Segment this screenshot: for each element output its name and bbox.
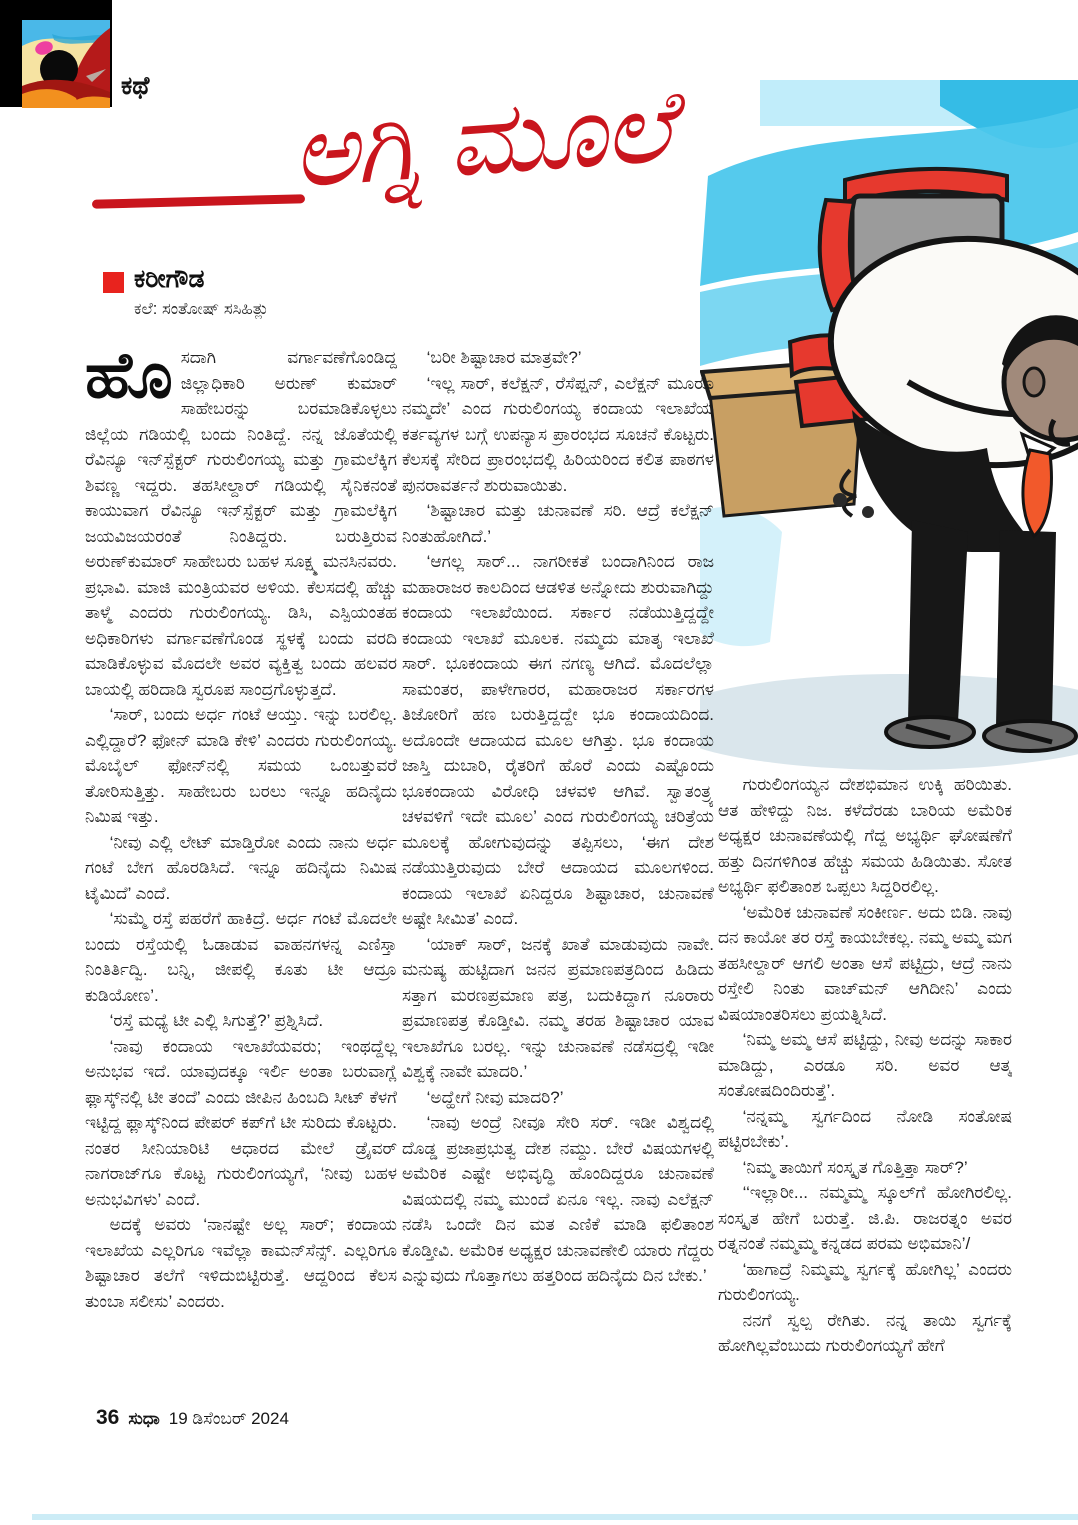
bottom-edge-strip: [32, 1514, 1078, 1520]
section-label: ಕಥೆ: [121, 72, 150, 100]
story-paragraph: ‘ನಿಮ್ಮ ಅಮ್ಮ ಆಸೆ ಪಟ್ಟಿದ್ದು, ನೀವು ಅದನ್ನು ಸಾಕಾರ ಮಾಡಿದ್ದು, ಎರಡೂ ಸರಿ. ಅವರ ಆತ್ಮ ಸಂತೋಷದಿಂದಿರುತ್ತೆ’.: [718, 1030, 1012, 1100]
story-paragraph: ‘ಶಿಷ್ಟಾಚಾರ ಮತ್ತು ಚುನಾವಣೆ ಸರಿ. ಆದ್ರೆ ಕಲೆಕ್ಷನ್ ನಿಂತುಹೋಗಿದೆ.’: [402, 501, 714, 546]
story-paragraph: ಗುರುಲಿಂಗಯ್ಯನ ದೇಶಭಿಮಾನ ಉಕ್ಕಿ ಹರಿಯಿತು. ಆತ ಹೇಳಿದ್ದು ನಿಜ. ಕಳೆದೆರಡು ಬಾರಿಯ ಅಮೆರಿಕ ಅಧ್ಯಕ್ಷರ ಚುನಾವಣೆಯಲ್ಲಿ ಗೆದ್ದ ಅಭ್ಯರ್ಥಿ ಘೋಷಣೆಗೆ ಹತ್ತು ದಿನಗಳಿಗಿಂತ ಹೆಚ್ಚು ಸಮಯ ಹಿಡಿಯಿತು. ಸೋತ ಅಭ್ಯರ್ಥಿ ಫಲಿತಾಂಶ ಒಪ್ಪಲು ಸಿದ್ದರಿರಲಿಲ್ಲ.: [718, 775, 1012, 896]
story-paragraph: ‘ಸಾರ್, ಬಂದು ಅರ್ಧ ಗಂಟೆ ಆಯ್ತು. ಇನ್ನು ಬರಲಿಲ್ಲ. ಎಲ್ಲಿದ್ದಾರೆ? ಫೋನ್ ಮಾಡಿ ಕೇಳಿ’ ಎಂದರು ಗುರುಲಿಂಗಯ್ಯ. ಮೊಬೈಲ್ ಫೋನ್‌ನಲ್ಲಿ ಸಮಯ ಒಂಬತ್ತುವರೆ ತೋರಿಸುತ್ತಿತ್ತು. ಸಾಹೇಬರು ಬರಲು ಇನ್ನೂ ಹದಿನೈದು ನಿಮಿಷ ಇತ್ತು.: [85, 705, 397, 826]
story-title: ಅಗ್ನಿ ಮೂಲೆ: [288, 70, 675, 209]
issue-date: 19 ಡಿಸೆಂಬರ್ 2024: [168, 1409, 289, 1428]
story-paragraph: ‘ಸುಮ್ಮೆ ರಸ್ತೆ ಪಹರೆಗೆ ಹಾಕಿದ್ರೆ. ಅರ್ಧ ಗಂಟೆ ಮೊದಲೇ ಬಂದು ರಸ್ತೆಯಲ್ಲಿ ಓಡಾಡುವ ವಾಹನಗಳನ್ನ ಎಣಿಸ್ತಾ ನಿಂತಿರ್ತಿದ್ವಿ. ಬನ್ನಿ, ಜೀಪಲ್ಲಿ ಕೂತು ಟೀ ಆದ್ರೂ ಕುಡಿಯೋಣ’.: [85, 909, 397, 1005]
story-paragraph: ನನಗೆ ಸ್ವಲ್ಪ ರೇಗಿತು. ನನ್ನ ತಾಯಿ ಸ್ವರ್ಗಕ್ಕೆ ಹೋಗಿಲ್ಲವೆಂಬುದು ಗುರುಲಿಂಗಯ್ಯಗೆ ಹೇಗೆ: [718, 1310, 1012, 1355]
story-paragraph: ‘ನಾವು ಕಂದಾಯ ಇಲಾಖೆಯವರು; ಇಂಥದ್ದೆಲ್ಲ ಅನುಭವ ಇದೆ. ಯಾವುದಕ್ಕೂ ಇರ್ಲಿ ಅಂತಾ ಬರುವಾಗ್ಲೆ ಫ್ಲಾಸ್ಕ್‌ನಲ್ಲಿ ಟೀ ತಂದೆ’ ಎಂದು ಜೀಪಿನ ಹಿಂಬದಿ ಸೀಟ್ ಕೆಳಗೆ ಇಟ್ಟಿದ್ದ ಫ್ಲಾಸ್ಕ್‌ನಿಂದ ಪೇಪರ್ ಕಪ್‌ಗೆ ಟೀ ಸುರಿದು ಕೊಟ್ಟರು. ನಂತರ ಸೀನಿಯಾರಿಟಿ ಆಧಾರದ ಮೇಲೆ ಡ್ರೈವರ್ ನಾಗರಾಜ್‌ಗೂ ಕೊಟ್ಟ ಗುರುಲಿಂಗಯ್ಯಗೆ, ‘ನೀವು ಬಹಳ ಅನುಭವಿಗಳು’ ಎಂದೆ.: [85, 1036, 397, 1209]
title-swash: [92, 194, 305, 209]
text-column-3: [718, 772, 1012, 1400]
dropcap: ಹೊ: [85, 345, 173, 411]
text-column-2: [402, 345, 714, 1397]
page-number: 36: [96, 1406, 120, 1429]
story-paragraph: ‘‘ಇಲ್ಲಾರೀ... ನಮ್ಮಮ್ಮ ಸ್ಕೂಲ್‌ಗೆ ಹೋಗಿರಲಿಲ್ಲ. ಸಂಸ್ಕೃತ ಹೇಗೆ ಬರುತ್ತೆ. ಜಿ.ಪಿ. ರಾಜರತ್ನಂ ಅವರ ರತ್ನನಂತೆ ನಮ್ಮಮ್ಮ ಕನ್ನಡದ ಪರಮ ಅಭಿಮಾನಿ’/: [718, 1183, 1012, 1253]
story-paragraph: ‘ಬರೀ ಶಿಷ್ಟಾಚಾರ ಮಾತ್ರವೇ?’: [426, 348, 582, 367]
page-footer: [96, 1406, 289, 1430]
paragraph-text: ಸದಾಗಿ ವರ್ಗಾವಣೆಗೊಂಡಿದ್ದ ಜಿಲ್ಲಾಧಿಕಾರಿ ಅರುಣ್ ಕುಮಾರ್ ಸಾಹೇಬರನ್ನು ಬರಮಾಡಿಕೊಳ್ಳಲು ಜಿಲ್ಲೆಯ ಗಡಿಯಲ್ಲಿ ಬಂದು ನಿಂತಿದ್ದೆ. ನನ್ನ ಜೊತೆಯಲ್ಲಿ ರೆವಿನ್ಯೂ ಇನ್‌ಸ್ಪೆಕ್ಟರ್ ಗುರುಲಿಂಗಯ್ಯ ಮತ್ತು ಗ್ರಾಮಲೆಕ್ಕಿಗ ಶಿವಣ್ಣ ಇದ್ದರು. ತಹಸೀಲ್ದಾರ್ ಗಡಿಯಲ್ಲಿ ಸೈನಿಕನಂತೆ ಕಾಯುವಾಗ ರೆವಿನ್ಯೂ ಇನ್‌ಸ್ಪೆಕ್ಟರ್ ಮತ್ತು ಗ್ರಾಮಲೆಕ್ಕಿಗ ಜಯವಿಜಯರಂತೆ ನಿಂತಿದ್ದರು. ಬರುತ್ತಿರುವ ಅರುಣ್‌ಕುಮಾರ್ ಸಾಹೇಬರು ಬಹಳ ಸೂಕ್ಷ್ಮ ಮನಸಿನವರು. ಪ್ರಭಾವಿ. ಮಾಜಿ ಮಂತ್ರಿಯವರ ಅಳಿಯ. ಕೆಲಸದಲ್ಲಿ ಹೆಚ್ಚು ತಾಳ್ಮೆ ಎಂದರು ಗುರುಲಿಂಗಯ್ಯ. ಡಿಸಿ, ಎಸ್ಪಿಯಂತಹ ಅಧಿಕಾರಿಗಳು ವರ್ಗಾವಣೆಗೊಂಡ ಸ್ಥಳಕ್ಕೆ ಬಂದು ವರದಿ ಮಾಡಿಕೊಳ್ಳುವ ಮೊದಲೇ ಅವರ ವ್ಯಕ್ತಿತ್ವ ಬಂದು ಹಲವರ ಬಾಯಲ್ಲಿ ಹರಿದಾಡಿ ಸ್ವರೂಪ ಸಾಂದ್ರಗೊಳ್ಳುತ್ತದೆ.: [85, 348, 397, 699]
text-column-1: [85, 345, 397, 1397]
story-paragraph: ‘ಆಗಲ್ಲ ಸಾರ್... ನಾಗರೀಕತೆ ಬಂದಾಗಿನಿಂದ ರಾಜ ಮಹಾರಾಜರ ಕಾಲದಿಂದ ಆಡಳಿತ ಅನ್ನೋದು ಶುರುವಾಗಿದ್ದು ಕಂದಾಯ ಇಲಾಖೆಯಿಂದ. ಸರ್ಕಾರ ನಡೆಯುತ್ತಿದ್ದದ್ದೇ ಕಂದಾಯ ಇಲಾಖೆ ಮೂಲಕ. ನಮ್ಮದು ಮಾತೃ ಇಲಾಖೆ ಸಾರ್. ಭೂಕಂದಾಯ ಈಗ ನಗಣ್ಯ ಆಗಿದೆ. ಮೊದಲೆಲ್ಲಾ ಸಾಮಂತರ, ಪಾಳೇಗಾರರ, ಮಹಾರಾಜರ ಸರ್ಕಾರಗಳ ತಿಜೋರಿಗೆ ಹಣ ಬರುತ್ತಿದ್ದದ್ದೇ ಭೂ ಕಂದಾಯದಿಂದ. ಅದೊಂದೇ ಆದಾಯದ ಮೂಲ ಆಗಿತ್ತು. ಭೂ ಕಂದಾಯ ಜಾಸ್ತಿ ದುಬಾರಿ, ರೈತರಿಗೆ ಹೊರೆ ಎಂದು ಎಷ್ಟೊಂದು ಭೂಕಂದಾಯ ವಿರೋಧಿ ಚಳವಳಿ ಆಗಿವೆ. ಸ್ವಾತಂತ್ರ್ಯ ಚಳವಳಿಗೆ ಇದೇ ಮೂಲ’ ಎಂದ ಗುರುಲಿಂಗಯ್ಯ ಚರಿತ್ರೆಯ ಮೂಲಕ್ಕೆ ಹೋಗುವುದನ್ನು ತಪ್ಪಿಸಲು, ‘ಈಗ ದೇಶ ನಡೆಯುತ್ತಿರುವುದು ಬೇರೆ ಆದಾಯದ ಮೂಲಗಳಿಂದ. ಕಂದಾಯ ಇಲಾಖೆ ಏನಿದ್ದರೂ ಶಿಷ್ಟಾಚಾರ, ಚುನಾವಣೆ ಅಷ್ಟೇ ಸೀಮಿತ’ ಎಂದೆ.: [402, 552, 714, 928]
story-paragraph: ‘ನೀವು ಎಲ್ಲಿ ಲೇಟ್ ಮಾಡ್ತಿರೋ ಎಂದು ನಾನು ಅರ್ಧ ಗಂಟೆ ಬೇಗ ಹೊರಡಿಸಿದೆ. ಇನ್ನೂ ಹದಿನೈದು ನಿಮಿಷ ಟೈಮಿದೆ’ ಎಂದೆ.: [85, 832, 397, 903]
story-paragraph: ‘ನಿಮ್ಮ ತಾಯಿಗೆ ಸಂಸ್ಕೃತ ಗೊತ್ತಿತ್ತಾ ಸಾರ್?’: [742, 1157, 968, 1177]
author-name: ಕರೀಗೌಡ: [134, 265, 205, 293]
story-paragraph: ‘ಹಾಗಾದ್ರೆ ನಿಮ್ಮಮ್ಮ ಸ್ವರ್ಗಕ್ಕೆ ಹೋಗಿಲ್ಲ’ ಎಂದರು ಗುರುಲಿಂಗಯ್ಯ.: [718, 1259, 1012, 1304]
story-paragraph: ‘ರಸ್ತೆ ಮಧ್ಯೆ ಟೀ ಎಲ್ಲಿ ಸಿಗುತ್ತೆ?’ ಪ್ರಶ್ನಿಸಿದೆ.: [109, 1011, 324, 1030]
author-bullet: [103, 272, 124, 293]
story-paragraph: ‘ನನ್ನಮ್ಮ ಸ್ವರ್ಗದಿಂದ ನೋಡಿ ಸಂತೋಷ ಪಟ್ಟಿರಬೇಕು’.: [718, 1106, 1012, 1151]
art-credit: ಕಲೆ: ಸಂತೋಷ್ ಸಸಿಹಿತ್ಲು: [134, 300, 269, 318]
story-paragraph: ‘ಯಾಕ್ ಸಾರ್, ಜನಕ್ಕೆ ಖಾತೆ ಮಾಡುವುದು ನಾವೇ. ಮನುಷ್ಯ ಹುಟ್ಟಿದಾಗ ಜನನ ಪ್ರಮಾಣಪತ್ರದಿಂದ ಹಿಡಿದು ಸತ್ತಾಗ ಮರಣಪ್ರಮಾಣ ಪತ್ರ, ಬದುಕಿದ್ದಾಗ ನೂರಾರು ಪ್ರಮಾಣಪತ್ರ ಕೊಡ್ತೀವಿ. ನಮ್ಮ ತರಹ ಶಿಷ್ಟಾಚಾರ ಯಾವ ಇಲಾಖೆಗೂ ಬರಲ್ಲ. ಇನ್ನು ಚುನಾವಣೆ ನಡೆಸದ್ರಲ್ಲಿ ಇಡೀ ವಿಶ್ವಕ್ಕೆ ನಾವೇ ಮಾದರಿ.’: [402, 934, 714, 1081]
story-paragraph: ‘ಅಮೆರಿಕ ಚುನಾವಣೆ ಸಂಕೀರ್ಣ. ಅದು ಬಿಡಿ. ನಾವು ದನ ಕಾಯೋ ತರ ರಸ್ತೆ ಕಾಯಬೇಕಲ್ಲ. ನಮ್ಮ ಅಮ್ಮ ಮಗ ತಹಸೀಲ್ದಾರ್ ಆಗಲಿ ಅಂತಾ ಆಸೆ ಪಟ್ಟಿದ್ರು, ಆದ್ರೆ ನಾನು ರಸ್ತೇಲಿ ನಿಂತು ವಾಚ್‌ಮನ್ ಆಗಿದೀನಿ’ ಎಂದು ವಿಷಯಾಂತರಿಸಲು ಪ್ರಯತ್ನಿಸಿದೆ.: [718, 902, 1012, 1024]
story-paragraph: ‘ನಾವು ಅಂದ್ರೆ ನೀವೂ ಸೇರಿ ಸರ್. ಇಡೀ ವಿಶ್ವದಲ್ಲಿ ದೊಡ್ಡ ಪ್ರಜಾಪ್ರಭುತ್ವ ದೇಶ ನಮ್ದು. ಬೇರೆ ವಿಷಯಗಳಲ್ಲಿ ಅಮೆರಿಕ ಎಷ್ಟೇ ಅಭಿವೃದ್ಧಿ ಹೊಂದಿದ್ದರೂ ಚುನಾವಣೆ ವಿಷಯದಲ್ಲಿ ನಮ್ಮ ಮುಂದೆ ಏನೂ ಇಲ್ಲ. ನಾವು ಎಲೆಕ್ಷನ್ ನಡೆಸಿ ಒಂದೇ ದಿನ ಮತ ಎಣಿಕೆ ಮಾಡಿ ಫಲಿತಾಂಶ ಕೊಡ್ತೀವಿ. ಅಮೆರಿಕ ಅಧ್ಯಕ್ಷರ ಚುನಾವಣೇಲಿ ಯಾರು ಗೆದ್ದರು ಎನ್ನುವುದು ಗೊತ್ತಾಗಲು ಹತ್ತರಿಂದ ಹದಿನೈದು ದಿನ ಬೇಕು.’: [402, 1113, 714, 1285]
magazine-name: ಸುಧಾ: [128, 1409, 160, 1428]
abstract-art-icon: [22, 20, 110, 108]
magazine-section-logo: [0, 0, 112, 107]
story-illustration: [700, 80, 1078, 780]
story-paragraph: ‘ಇಲ್ಲ ಸಾರ್, ಕಲೆಕ್ಷನ್, ರೆಸೆಪ್ಷನ್, ಎಲೆಕ್ಷನ್ ಮೂರೂ ನಮ್ಮದೇ’ ಎಂದ ಗುರುಲಿಂಗಯ್ಯ ಕಂದಾಯ ಇಲಾಖೆಯ ಕರ್ತವ್ಯಗಳ ಬಗ್ಗೆ ಉಪನ್ಯಾಸ ಪ್ರಾರಂಭದ ಸೂಚನೆ ಕೊಟ್ಟರು. ಕೆಲಸಕ್ಕೆ ಸೇರಿದ ಪ್ರಾರಂಭದಲ್ಲಿ ಹಿರಿಯರಿಂದ ಕಲಿತ ಪಾಠಗಳ ಪುನರಾವರ್ತನೆ ಶುರುವಾಯಿತು.: [402, 373, 714, 495]
story-paragraph: ಅದಕ್ಕೆ ಅವರು ‘ನಾನಷ್ಟೇ ಅಲ್ಲ ಸಾರ್; ಕಂದಾಯ ಇಲಾಖೆಯ ಎಲ್ಲರಿಗೂ ಇವೆಲ್ಲಾ ಕಾಮನ್‌ಸೆನ್ಸ್. ಎಲ್ಲರಿಗೂ ಶಿಷ್ಟಾಚಾರ ತಲೆಗೆ ಇಳಿದುಬಿಟ್ಟಿರುತ್ತೆ. ಆದ್ದರಿಂದ ಕೆಲಸ ತುಂಬಾ ಸಲೀಸು’ ಎಂದರು.: [85, 1215, 397, 1311]
story-paragraph: [85, 345, 397, 702]
story-paragraph: ‘ಅದ್ಹೇಗೆ ನೀವು ಮಾದರಿ?’: [426, 1087, 564, 1107]
